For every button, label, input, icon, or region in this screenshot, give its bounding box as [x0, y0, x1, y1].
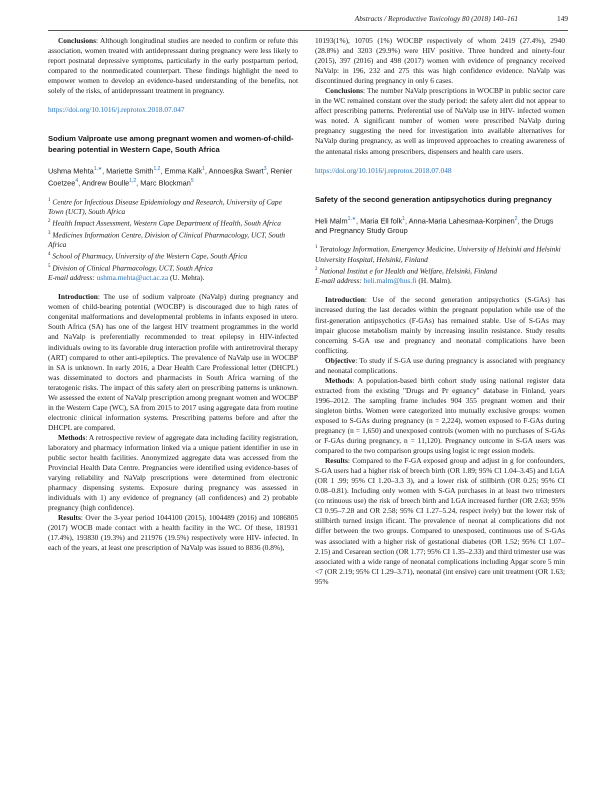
conclusions-label: Conclusions: [58, 36, 96, 45]
affiliation: $^2$ Health Impact Assessment, Western Cape Department of Health, South Africa: [48, 218, 281, 228]
header-rule: [48, 30, 568, 31]
affiliation: $^5$ Division of Clinical Pharmacology, UCT, South Africa: [48, 263, 213, 273]
affiliation: $^4$ School of Pharmacy, University of the Western Cape, South Africa: [48, 251, 248, 261]
author: Renier Coetzee: [48, 166, 293, 188]
results-continued: 10193(1%), 10705 (1%) WOCBP respectively of whom 2419 (27.4%), 2940 (28.8%) and 3203 (29.9%) were HIV positive. Three hundred and ninety-four (2015), 397 (2016) and 498 (2017) women with evidence of pregnancy received NaValp: in 196, 232 and 275 this was high confidence evidence. NaValp was discontinued during pregnancy in only 6 cases.: [315, 36, 565, 86]
doi-link[interactable]: https://doi.org/10.1016/j.reprotox.2018.07.047: [48, 105, 185, 115]
author: the Drugs and Pregnancy Study Group: [315, 216, 554, 236]
objective-paragraph: Objective: To study if S-GA use during pregnancy is associated with pregnancy and neonatal complications.: [315, 355, 565, 375]
email-line: E-mail address: ushma.mehta@uct.ac.za (U. Mehta).: [48, 273, 205, 283]
running-header: [48, 14, 568, 28]
results-paragraph: Results: Compared to the F-GA exposed group and adjust in g for confounders, S-GA users had a higher risk of breech birth (OR 1.89; 95% CI 1.04–3.45) and LGA (OR 1 .99; 95% CI 1.20–3.3 3), and a lower risk of stillbirth (OR 0.25; 95% CI 0.08–0.81). Including only women with S-GA purchases in at least two trimesters (co ntinuous use) the risk of breech birth and LGA increased further (OR 2.63; 95% CI 0.95–7.28 and OR 2.58; 95% CI 1.27–5.24, respect ively) but the lower risk of stillbirth turned insign ificant. The prevalence of neonat al complications did not differ between the two groups. Compared to unexposed, continuous use of S-GAs was associated with a higher risk of gestational diabetes (OR 1.52; 95% CI 1.07–2.15) and Cesarean section (OR 1.77; 95% CI 1.35–2.33) and third trimester use was associated with a wide range of neonatal complications including Apgar score 5 min <7 (OR 2.19; 95% CI 1.29–3.71), neonatal (int ensive) care unit treatment (OR 1.63; 95%: [315, 456, 565, 586]
affiliation: $^2$ National Institut e for Health and Welfare, Helsinki, Finland: [315, 266, 498, 276]
author: Mariette Smith: [106, 166, 154, 176]
conclusions-paragraph: Conclusions: The number NaValp prescriptions in WOCBP in public sector care in the WC remained constant over the study period: the safety alert did not appear to affect prescribing patterns. Preferential use of NaValp use in HIV- infected women was noted. A significant number of women were prescribed NaValp during pregnancy suggesting the need for investigation into available alternatives for NaValp during pregnancy, as well as improved approaches to creating awareness of the antenatal risks among prescribers, dispensers and health care users.: [315, 86, 565, 156]
author: Anna-Maria Lahesmaa-Korpinen: [408, 216, 515, 226]
author: Heli Malm: [315, 216, 348, 226]
author: Ushma Mehta: [48, 166, 94, 176]
author-list: Heli Malm$^{1,∗}$, Maria Ell folk$^1$, Anna-Maria Lahesmaa-Korpinen$^2$, the Drugs and Pregnancy Study Group: [315, 215, 554, 236]
author: Andrew Boulle: [81, 178, 130, 188]
methods-paragraph: Methods: A retrospective review of aggregate data including facility registration, laboratory and pharmacy information linked via a unique patient identifier in use in public sector health facilities. Anonymized aggregate data was accessed from the Provincial Health Data Centre. Pregnancies were identified using evidence-bases of varying reliability and NaValp prescriptions were determined from electronic pharmacy dispensing systems. Exposure during pregnancy was assessed in individuals with 1) any evidence of pregnancy (all confidences) and 2) probable pregnancy (high confidence).: [48, 432, 298, 513]
author: Emma Kalk: [164, 166, 203, 176]
right-column: [315, 36, 565, 587]
prev-conclusions: Conclusions: Although longitudinal studies are needed to confirm or refute this association, women treated with antidepressant during pregnancy were less likely to report postnatal depressive symptoms, particularly in the early postpartum period, compared to the nonmedicated counterpart. These findings highlight the need to empower women to develop an evidence-based understanding of the benefits, not solely of the risks, of antidepressant treatment in pregnancy.: [48, 36, 298, 96]
journal-title: Abstracts / Reproductive Toxicology 80 (2018) 140–161: [354, 14, 518, 23]
methods-paragraph: Methods: A population-based birth cohort study using national register data extracted from the existing "Drugs and Pr egnancy" database in Finland, years 1996–2012. The sampling frame includes 904 355 pregnant women and their singleton births. Women were categorized into mutually exclusive groups: women exposed to S-GAs during pregnancy (n = 2,224), women exposed to F-GAs during pregnancy (n = 1,650) and unexposed controls (women with no purchases of S-GAs or F-GAs during pregnancy, n = 11,120). Pregnancy outcome in S-GA users was compared to the two comparison groups using logist ic regr ession models.: [315, 375, 565, 456]
email-link[interactable]: ushma.mehta@uct.ac.za: [96, 273, 169, 283]
article-title: Sodium Valproate use among pregnant women and women-of-child-bearing potential in Western Cape, South Africa: [48, 134, 294, 154]
left-column: [48, 36, 298, 553]
page-number: 149: [557, 14, 568, 23]
email-link[interactable]: heli.malm@hus.fi: [363, 276, 417, 286]
affiliations: [315, 243, 565, 286]
affiliation: $^1$ Centre for Infectious Disease Epidemiology and Research, University of Cape Town (UCT), South Africa: [48, 197, 282, 217]
author: Maria Ell folk: [360, 216, 403, 226]
affiliation: $^1$ Teratology Information, Emergency Medicine, University of Helsinki and Helsinki University Hospital, Helsinki, Finland: [315, 244, 561, 264]
doi-link[interactable]: https://doi.org/10.1016/j.reprotox.2018.07.048: [315, 165, 452, 175]
author: Annoesjka Swart: [208, 166, 264, 176]
affiliations: [48, 196, 298, 284]
article-title: Safety of the second generation antipsychotics during pregnancy: [315, 194, 552, 204]
introduction-paragraph: Introduction: The use of sodium valproate (NaValp) during pregnancy and women of child-bearing potential (WOCBP) is discouraged due to high rates of congenital malformations and developmental problems in infants exposed in utero. South Africa (SA) has one of the largest HIV treatment programmes in the world and NaValp is preferentially recommended to treat epilepsy in HIV-infected individuals owing to its favorable drug interaction profile with antiretroviral therapy (ART) compared to other anti-epileptics. The prevalence of NaValp use in WOCBP in SA is unknown. In early 2016, a Dear Health Care Professional letter (DHCPL) was disseminated to doctors and pharmacists in South Africa warning of the teratogenic risks. The impact of this safety alert on prescribing patterns is unknown. We assessed the extent of NaValp prescription among pregnant women and WOCBP in the Western Cape (WC), SA from 2015 to 2017 using aggregate data from routine electronic clinical information systems. Prescribing patterns before and after the DHCPL are compared.: [48, 292, 298, 432]
introduction-paragraph: Introduction: Use of the second generation antipsychotics (S-GAs) has increased during the last decades within the pregnant population while use of the first-generation antipsychotics (F-GAs) has remained stable. Use of S-GAs may impair glucose metabolism mainly by increasing insulin resistance. Study results concerning S-GA use and pregnancy and neonatal complications have been conflicting.: [315, 295, 565, 355]
affiliation: $^3$ Medicines Information Centre, Division of Clinical Pharmacology, UCT, South Africa: [48, 230, 286, 250]
email-line: E-mail address: heli.malm@hus.fi (H. Malm).: [315, 276, 452, 286]
author-list: Ushma Mehta$^{1,∗}$, Mariette Smith$^{1,2}$, Emma Kalk$^1$, Annoesjka Swart$^3$, Renier Coetzee$^4$, Andrew Boulle$^{1,2}$, Marc Blockman$^5$: [48, 165, 293, 188]
author: Marc Blockman: [140, 178, 191, 188]
results-paragraph: Results: Over the 3-year period 1044100 (2015), 1004489 (2016) and 1086805 (2017) WOCB made contact with a health facility in the WC. Of these, 181931 (17.4%), 193830 (19.3%) and 211976 (19.5%) respectively were HIV- infected. In each of the years, at least one prescription of NaValp was issued to 8836 (0.8%),: [48, 513, 298, 553]
